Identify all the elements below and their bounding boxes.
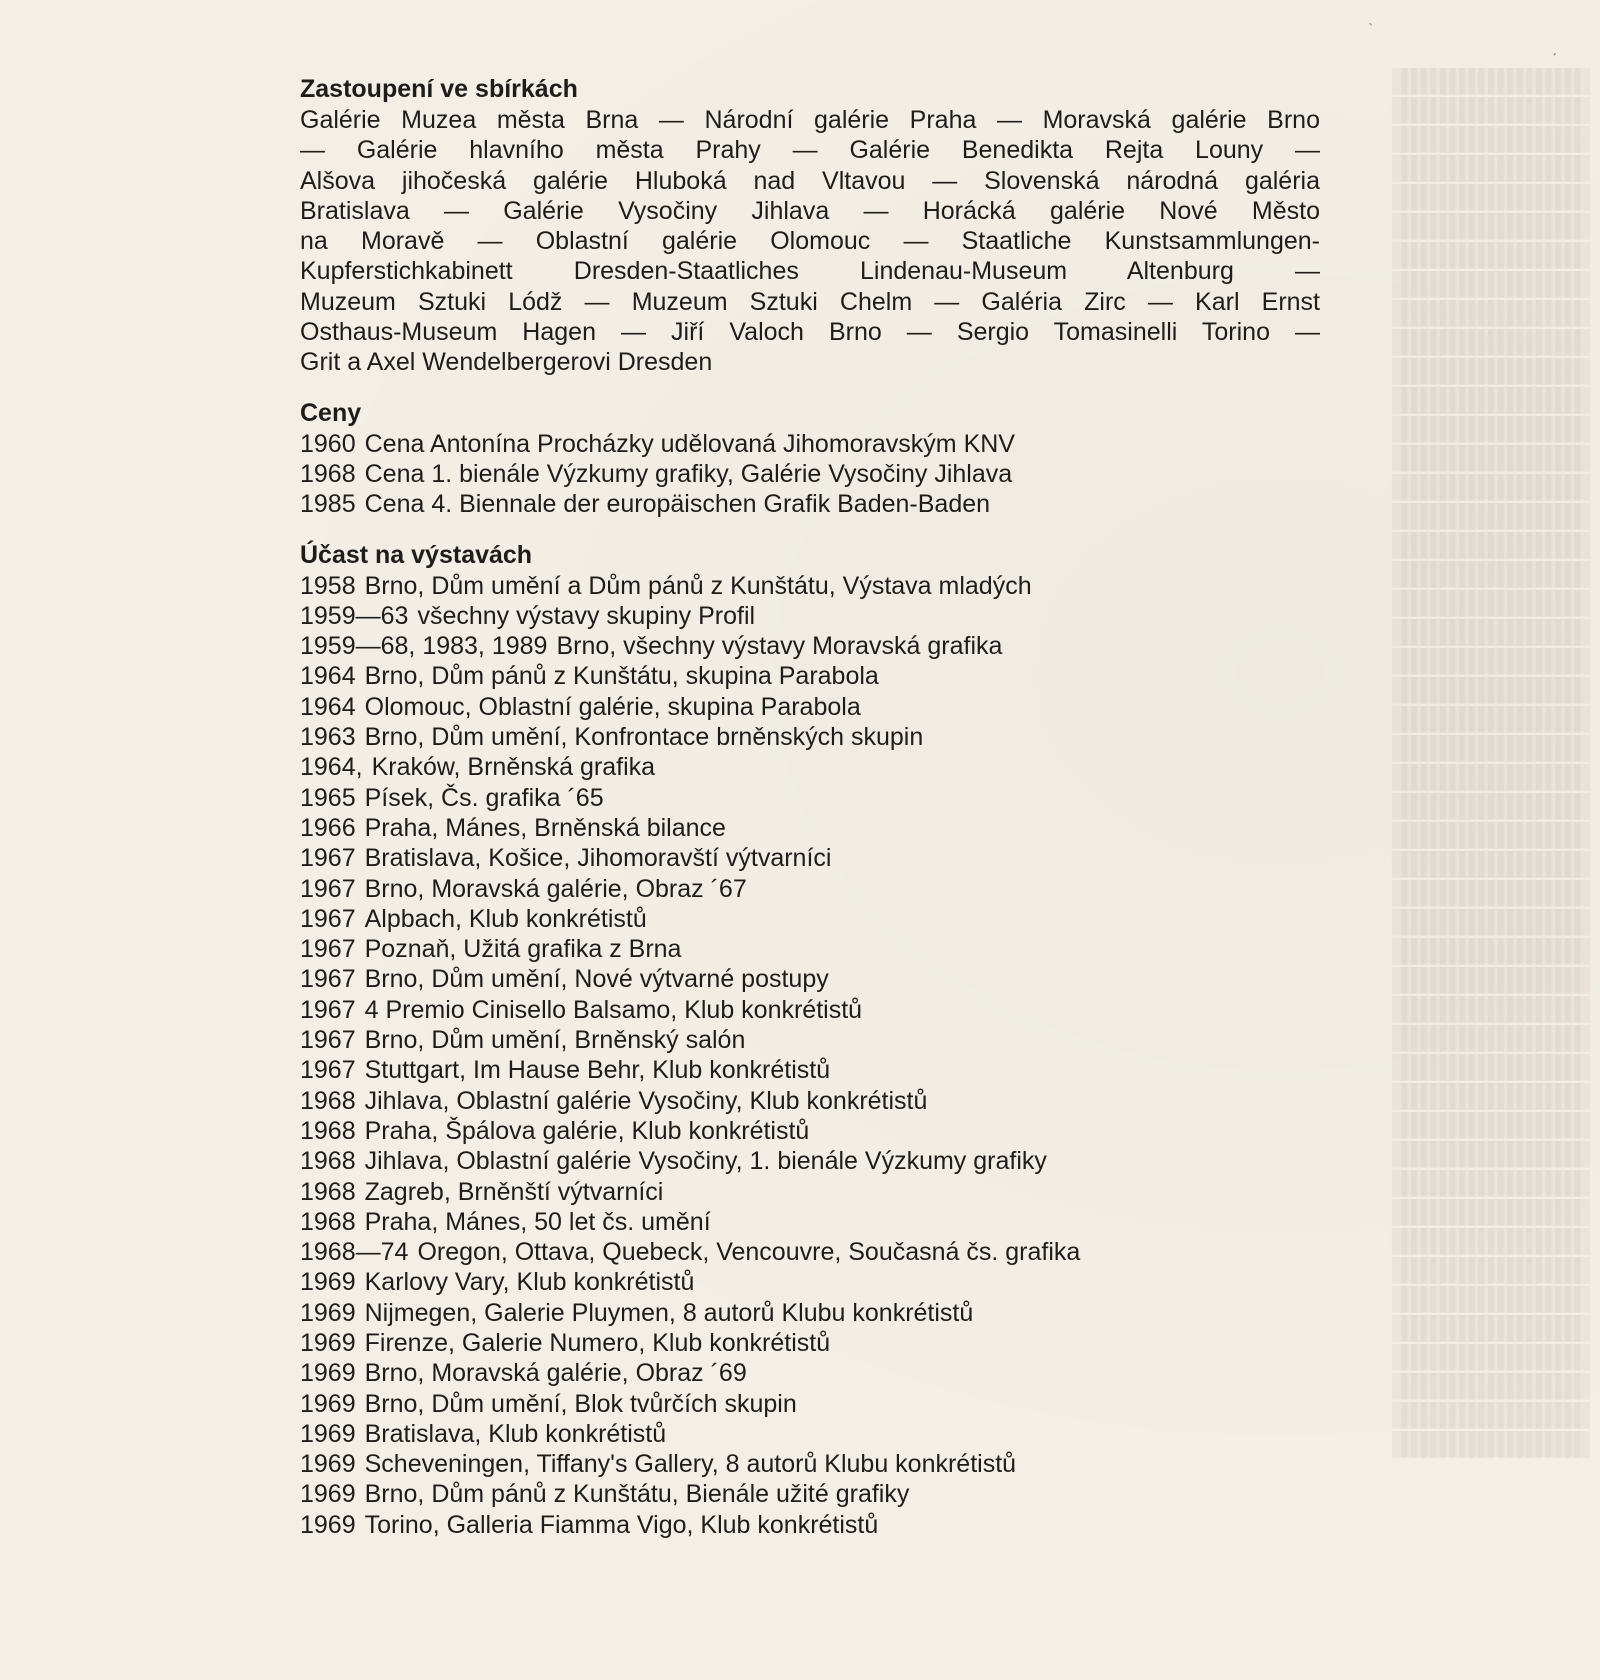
exhibition-item bbox=[300, 1449, 1320, 1479]
exhibition-item-text: 4 Premio Cinisello Balsamo, Klub konkrétistů bbox=[364, 995, 863, 1024]
exhibition-item-text: Oregon, Ottava, Quebeck, Vencouvre, Současná čs. grafika bbox=[417, 1238, 1081, 1267]
show-through-line: ████ ██████ ███████ ███ bbox=[1397, 1112, 1590, 1137]
show-through-line: ████ ██████ ███████ ███ bbox=[1397, 967, 1590, 992]
show-through-line: ████ ██████ ███████ ███ bbox=[1397, 851, 1590, 876]
show-through-line: ████ ██████ ███████ ███ bbox=[1397, 503, 1590, 528]
awards-list bbox=[300, 429, 1320, 520]
exhibition-item-text: Zagreb, Brněnští výtvarníci bbox=[364, 1177, 664, 1206]
collections-heading: Zastoupení ve sbírkách bbox=[300, 75, 578, 103]
exhibition-item bbox=[300, 783, 1320, 813]
collections-line: Muzeum Sztuki Lódž — Muzeum Sztuki Chelm — Galéria Zirc — Karl Ernst bbox=[300, 287, 1320, 316]
exhibition-item-text: Brno, Dům umění a Dům pánů z Kunštátu, Výstava mladých bbox=[364, 571, 1032, 600]
collections-line: Kupferstichkabinett Dresden-Staatliches Lindenau-Museum Altenburg — bbox=[300, 257, 1320, 286]
exhibition-item bbox=[300, 631, 1320, 661]
exhibition-item-year: 1967 bbox=[300, 874, 356, 903]
exhibition-item bbox=[300, 904, 1320, 934]
exhibition-item-year: 1967 bbox=[300, 935, 356, 964]
exhibition-item-year: 1969 bbox=[300, 1480, 356, 1509]
exhibition-item-year: 1967 bbox=[300, 995, 356, 1024]
exhibitions-heading: Účast na výstavách bbox=[300, 540, 533, 569]
main-content bbox=[300, 74, 1320, 1540]
show-through-line: ████ ██████ ███████ ███ bbox=[1397, 706, 1590, 731]
collections-line: Galérie Muzea města Brna — Národní galérie Praha — Moravská galérie Brno bbox=[300, 106, 1320, 134]
exhibitions-list bbox=[300, 571, 1320, 1541]
exhibition-item bbox=[300, 1328, 1320, 1358]
award-item-year: 1960 bbox=[300, 429, 356, 458]
show-through-line: ████ ██████ ███████ ███ bbox=[1397, 213, 1590, 238]
exhibition-item bbox=[300, 995, 1320, 1025]
exhibition-item-year: 1969 bbox=[300, 1268, 356, 1297]
exhibition-item-text: Karlovy Vary, Klub konkrétistů bbox=[364, 1268, 695, 1297]
exhibition-item-text: Scheveningen, Tiffany's Gallery, 8 autorů Klubu konkrétistů bbox=[364, 1450, 1017, 1479]
collections-line: Osthaus-Museum Hagen — Jiří Valoch Brno — Sergio Tomasinelli Torino — bbox=[300, 318, 1320, 347]
exhibition-item-text: Brno, Dům pánů z Kunštátu, Bienále užité grafiky bbox=[364, 1480, 910, 1509]
exhibition-item bbox=[300, 964, 1320, 994]
show-through-line: ████ ██████ ███████ ███ bbox=[1397, 1228, 1590, 1253]
exhibition-item-text: Praha, Mánes, Brněnská bilance bbox=[364, 813, 726, 842]
exhibition-item-year: 1964, bbox=[300, 753, 363, 782]
exhibition-item-year: 1969 bbox=[300, 1389, 356, 1418]
exhibition-item-year: 1959—68, 1983, 1989 bbox=[300, 632, 548, 661]
exhibition-item-year: 1968 bbox=[300, 1207, 356, 1236]
exhibition-item-year: 1969 bbox=[300, 1298, 356, 1327]
exhibition-item bbox=[300, 874, 1320, 904]
exhibition-item-text: Brno, Dům umění, Blok tvůrčích skupin bbox=[364, 1389, 797, 1418]
exhibition-item-text: Nijmegen, Galerie Pluymen, 8 autorů Klubu konkrétistů bbox=[364, 1298, 974, 1327]
exhibition-item-text: Brno, Moravská galérie, Obraz ´67 bbox=[364, 874, 747, 903]
exhibition-item bbox=[300, 661, 1320, 691]
show-through-line: ████ ██████ ███████ ███ bbox=[1397, 97, 1590, 122]
show-through-line: ████ ██████ ███████ ███ bbox=[1397, 242, 1590, 267]
exhibition-item-text: Stuttgart, Im Hause Behr, Klub konkrétistů bbox=[364, 1056, 831, 1085]
exhibition-item-text: Praha, Špálova galérie, Klub konkrétistů bbox=[364, 1116, 810, 1145]
exhibition-item-text: Brno, Dům umění, Nové výtvarné postupy bbox=[364, 965, 829, 994]
speck-mark: ˋ bbox=[1368, 22, 1374, 39]
show-through-line: ████ ██████ ███████ ███ bbox=[1397, 793, 1590, 818]
collections-paragraph bbox=[300, 105, 1320, 378]
collections-line: — Galérie hlavního města Prahy — Galérie Benedikta Rejta Louny — bbox=[300, 136, 1320, 165]
show-through-line: ████ ██████ ███████ ███ bbox=[1397, 1054, 1590, 1079]
speck-mark: ˊ bbox=[1552, 52, 1558, 69]
exhibition-item-year: 1968 bbox=[300, 1147, 356, 1176]
show-through-line: ████ ██████ ███████ ███ bbox=[1397, 1141, 1590, 1166]
exhibition-item-year: 1969 bbox=[300, 1510, 356, 1539]
exhibition-item bbox=[300, 752, 1320, 782]
show-through-line: ████ ██████ ███████ ███ bbox=[1397, 764, 1590, 789]
show-through-line: ████ ██████ ███████ ███ bbox=[1397, 184, 1590, 209]
exhibition-item-year: 1968—74 bbox=[300, 1238, 409, 1267]
award-item-year: 1968 bbox=[300, 459, 356, 488]
exhibition-item bbox=[300, 1146, 1320, 1176]
exhibition-item bbox=[300, 1207, 1320, 1237]
exhibition-item bbox=[300, 1267, 1320, 1297]
exhibition-item-text: Brno, Dům umění, Brněnský salón bbox=[364, 1026, 746, 1055]
exhibition-item-year: 1969 bbox=[300, 1359, 356, 1388]
show-through-line: ████ ██████ ███████ ███ bbox=[1397, 619, 1590, 644]
exhibition-item-year: 1968 bbox=[300, 1177, 356, 1206]
show-through-line: ████ ██████ ███████ ███ bbox=[1397, 880, 1590, 905]
exhibition-item-text: Bratislava, Košice, Jihomoravští výtvarníci bbox=[364, 844, 832, 873]
show-through-line: ████ ██████ ███████ ███ bbox=[1397, 1257, 1590, 1282]
show-through-line: ████ ██████ ███████ ███ bbox=[1397, 648, 1590, 673]
exhibition-item bbox=[300, 692, 1320, 722]
show-through-line: ████ ██████ ███████ ███ bbox=[1397, 416, 1590, 441]
show-through-line: ████ ██████ ███████ ███ bbox=[1397, 445, 1590, 470]
exhibition-item-text: Alpbach, Klub konkrétistů bbox=[364, 904, 647, 933]
exhibition-item-year: 1969 bbox=[300, 1419, 356, 1448]
exhibition-item bbox=[300, 1025, 1320, 1055]
show-through-line: ████ ██████ ███████ ███ bbox=[1397, 561, 1590, 586]
show-through-line: ████ ██████ ███████ ███ bbox=[1397, 909, 1590, 934]
collections-line: Bratislava — Galérie Vysočiny Jihlava — Horácká galérie Nové Město bbox=[300, 196, 1320, 225]
show-through-line: ████ ██████ ███████ ███ bbox=[1397, 1402, 1590, 1427]
award-item-year: 1985 bbox=[300, 490, 356, 519]
exhibition-item-year: 1968 bbox=[300, 1116, 356, 1145]
show-through-line: ████ ██████ ███████ ███ bbox=[1397, 387, 1590, 412]
show-through-line: ████ ██████ ███████ ███ bbox=[1397, 155, 1590, 180]
exhibition-item-year: 1964 bbox=[300, 692, 356, 721]
exhibition-item-text: Bratislava, Klub konkrétistů bbox=[364, 1419, 667, 1448]
exhibition-item bbox=[300, 1055, 1320, 1085]
show-through-line: ████ ██████ ███████ ███ bbox=[1397, 271, 1590, 296]
exhibition-item-year: 1966 bbox=[300, 813, 356, 842]
show-through-line: ████ ██████ ███████ ███ bbox=[1397, 1344, 1590, 1369]
exhibition-item-text: Poznaň, Užitá grafika z Brna bbox=[364, 935, 682, 964]
show-through-line: ████ ██████ ███████ ███ bbox=[1397, 358, 1590, 383]
collections-line: Grit a Axel Wendelbergerovi Dresden bbox=[300, 348, 713, 377]
exhibition-item-text: Firenze, Galerie Numero, Klub konkrétistů bbox=[364, 1328, 831, 1357]
exhibition-item-year: 1967 bbox=[300, 1026, 356, 1055]
exhibition-item bbox=[300, 1510, 1320, 1540]
exhibitions-section bbox=[300, 540, 1320, 1541]
show-through-line: ████ ██████ ███████ ███ bbox=[1397, 474, 1590, 499]
exhibition-item bbox=[300, 571, 1320, 601]
exhibition-item bbox=[300, 601, 1320, 631]
exhibition-item bbox=[300, 1237, 1320, 1267]
collections-section bbox=[300, 74, 1320, 378]
show-through-line: ████ ██████ ███████ ███ bbox=[1397, 68, 1590, 93]
exhibition-item-year: 1963 bbox=[300, 723, 356, 752]
exhibition-item-year: 1959—63 bbox=[300, 601, 409, 630]
exhibition-item-text: Torino, Galleria Fiamma Vigo, Klub konkrétistů bbox=[364, 1510, 879, 1539]
award-item bbox=[300, 429, 1320, 459]
collections-line: na Moravě — Oblastní galérie Olomouc — Staatliche Kunstsammlungen- bbox=[300, 227, 1320, 256]
show-through-line: ████ ██████ ███████ ███ bbox=[1397, 1199, 1590, 1224]
show-through-line: ████ ██████ ███████ ███ bbox=[1397, 590, 1590, 615]
show-through-line: ████ ██████ ███████ ███ bbox=[1397, 996, 1590, 1021]
exhibition-item-year: 1965 bbox=[300, 783, 356, 812]
collections-line: Alšova jihočeská galérie Hluboká nad Vltavou — Slovenská národná galéria bbox=[300, 166, 1320, 195]
awards-heading: Ceny bbox=[300, 398, 362, 427]
exhibition-item-text: všechny výstavy skupiny Profil bbox=[417, 601, 756, 630]
exhibition-item bbox=[300, 843, 1320, 873]
exhibition-item-text: Kraków, Brněnská grafika bbox=[371, 753, 656, 782]
exhibition-item-year: 1969 bbox=[300, 1450, 356, 1479]
exhibition-item-text: Jihlava, Oblastní galérie Vysočiny, Klub konkrétistů bbox=[364, 1086, 928, 1115]
exhibition-item bbox=[300, 1086, 1320, 1116]
show-through-line: ████ ██████ ███████ ███ bbox=[1397, 1025, 1590, 1050]
show-through-line: ████ ██████ ███████ ███ bbox=[1397, 1286, 1590, 1311]
exhibition-item-text: Brno, Dům umění, Konfrontace brněnských skupin bbox=[364, 723, 924, 752]
exhibition-item bbox=[300, 722, 1320, 752]
exhibition-item-year: 1969 bbox=[300, 1328, 356, 1357]
show-through-line: ████ ██████ ███████ ███ bbox=[1397, 1170, 1590, 1195]
award-item bbox=[300, 489, 1320, 519]
exhibition-item bbox=[300, 1298, 1320, 1328]
exhibition-item-year: 1967 bbox=[300, 1056, 356, 1085]
show-through-line: ████ ██████ ███████ ███ bbox=[1397, 1315, 1590, 1340]
exhibition-item-text: Praha, Mánes, 50 let čs. umění bbox=[364, 1207, 711, 1236]
awards-section bbox=[300, 398, 1320, 520]
exhibition-item-year: 1964 bbox=[300, 662, 356, 691]
exhibition-item bbox=[300, 1419, 1320, 1449]
exhibition-item bbox=[300, 1479, 1320, 1509]
award-item-text: Cena 4. Biennale der europäischen Grafik Baden-Baden bbox=[364, 490, 991, 519]
show-through-line: ████ ██████ ███████ ███ bbox=[1397, 1373, 1590, 1398]
show-through-line: ████ ██████ ███████ ███ bbox=[1397, 1083, 1590, 1108]
award-item-text: Cena 1. bienále Výzkumy grafiky, Galérie Vysočiny Jihlava bbox=[364, 459, 1013, 488]
show-through-line: ████ ██████ ███████ ███ bbox=[1397, 822, 1590, 847]
exhibition-item bbox=[300, 1358, 1320, 1388]
show-through-line: ████ ██████ ███████ ███ bbox=[1397, 1431, 1590, 1456]
exhibition-item bbox=[300, 1177, 1320, 1207]
exhibition-item-year: 1967 bbox=[300, 844, 356, 873]
exhibition-item-year: 1968 bbox=[300, 1086, 356, 1115]
exhibition-item-year: 1958 bbox=[300, 571, 356, 600]
show-through-line: ████ ██████ ███████ ███ bbox=[1397, 938, 1590, 963]
exhibition-item-text: Brno, Moravská galérie, Obraz ´69 bbox=[364, 1359, 747, 1388]
award-item-text: Cena Antonína Procházky udělovaná Jihomoravským KNV bbox=[364, 429, 1015, 458]
exhibition-item-text: Písek, Čs. grafika ´65 bbox=[364, 783, 604, 812]
show-through-line: ████ ██████ ███████ ███ bbox=[1397, 329, 1590, 354]
exhibition-item bbox=[300, 1389, 1320, 1419]
exhibition-item bbox=[300, 1116, 1320, 1146]
show-through-line: ████ ██████ ███████ ███ bbox=[1397, 300, 1590, 325]
exhibition-item-year: 1967 bbox=[300, 965, 356, 994]
exhibition-item-text: Olomouc, Oblastní galérie, skupina Parabola bbox=[364, 692, 861, 721]
exhibition-item bbox=[300, 813, 1320, 843]
exhibition-item-text: Jihlava, Oblastní galérie Vysočiny, 1. bienále Výzkumy grafiky bbox=[364, 1147, 1047, 1176]
exhibition-item-year: 1967 bbox=[300, 904, 356, 933]
show-through-line: ████ ██████ ███████ ███ bbox=[1397, 735, 1590, 760]
show-through-line: ████ ██████ ███████ ███ bbox=[1397, 677, 1590, 702]
show-through-line: ████ ██████ ███████ ███ bbox=[1397, 126, 1590, 151]
show-through-line: ████ ██████ ███████ ███ bbox=[1397, 532, 1590, 557]
award-item bbox=[300, 459, 1320, 489]
exhibition-item-text: Brno, všechny výstavy Moravská grafika bbox=[556, 632, 1003, 661]
exhibition-item-text: Brno, Dům pánů z Kunštátu, skupina Parabola bbox=[364, 662, 879, 691]
exhibition-item bbox=[300, 934, 1320, 964]
